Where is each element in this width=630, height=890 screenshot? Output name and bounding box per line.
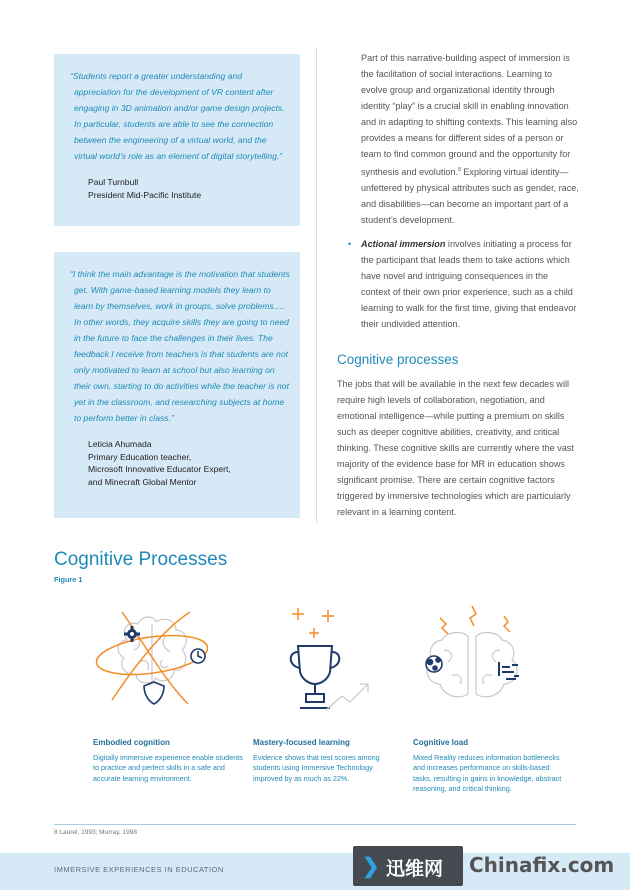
lightning-icon <box>440 606 510 634</box>
watermark-arrow-icon: ❯ <box>362 855 380 878</box>
watermark-en-text: Chinafix.com <box>469 853 615 877</box>
footnote: 8 Laurel, 1993; Murray, 1998 <box>54 829 137 836</box>
bullet-dot-icon: • <box>348 239 352 250</box>
quote-box-2 <box>54 252 300 518</box>
quote-2-attribution <box>74 438 290 488</box>
footer-title: IMMERSIVE EXPERIENCES IN EDUCATION <box>54 865 224 874</box>
quote-2-role-3: and Minecraft Global Mentor <box>88 476 197 487</box>
shield-icon <box>144 682 164 704</box>
watermark-logo <box>353 846 463 886</box>
clock-icon <box>191 649 205 663</box>
feature-description: Digitally immersive experience enable students to practice and perfect skills in a safe and accurate learning environment. <box>93 753 243 783</box>
embodied-cognition-illustration <box>92 600 214 718</box>
trend-arrow-icon <box>326 684 368 710</box>
bullet-text: involves initiating a process for the participant that leads them to take actions which have novel and intriguing consequences in the context of their own prior experience, such as a child learning to walk for the first time, giving that endeavor their undivided attention. <box>361 239 577 330</box>
trophy-icon <box>291 646 340 708</box>
watermark-cn-text: 迅维网 <box>386 859 444 880</box>
footnote-divider <box>54 824 576 825</box>
bullet-term: Actional immersion <box>361 239 446 250</box>
quote-2-role-2: Microsoft Innovative Educator Expert, <box>88 464 231 474</box>
quote-2-name: Leticia Ahumada <box>88 439 152 449</box>
mastery-learning-illustration <box>284 600 374 718</box>
quote-2-text: “I think the main advantage is the motivation that students get. With game-based learning models they learn to learn by themselves, work in groups, solve problems…. In other words, they acquire skills they are going to need in the future to face the challenges in their lives. The feedback I receive from teachers is that students are not only motivated to learn at school but also learning on their own, starting to do activities while the teacher is not yet in the classroom, and researching subjects at home to perform better in class.” <box>70 269 290 423</box>
quote-1-attribution <box>74 176 290 201</box>
feature-cognitive-load <box>413 738 563 794</box>
feature-title: Mastery-focused learning <box>253 738 350 747</box>
network-nodes-icon <box>426 656 442 672</box>
feature-mastery-learning <box>253 738 403 784</box>
paragraph-identity-part2: Exploring virtual identity—unfettered by physical attributes such as gender, race, and disabilities—can become an important part of a student’s development. <box>361 167 579 226</box>
paragraph-identity <box>337 50 579 228</box>
cognitive-load-illustration <box>410 600 534 718</box>
feature-description: Mixed Reality reduces information bottlenecks and increases performance on skills-based tasks, resulting in gains in knowledge, abstract reasoning, and critical thinking. <box>413 753 562 793</box>
section-title: Cognitive Processes <box>54 549 228 570</box>
paragraph-identity-part1: Part of this narrative-building aspect of immersion is the facilitation of social interactions. Learning to evolve group and organizational identity through identity “play” is a crucial skill in enabling innovation and in adapting to shifting contexts. This learning also provides a means for different sides of a person or team to find common ground and the opportunity for synthesis and evolution. <box>361 53 578 178</box>
cognitive-processes-heading: Cognitive processes <box>337 352 459 368</box>
column-divider <box>316 48 317 523</box>
feature-description: Evidence shows that test scores among students using Immersive Technology improved by as much as 22%. <box>253 753 380 783</box>
paragraph-cognitive: The jobs that will be available in the next few decades will require high levels of collaboration, negotiation, and emotional intelligence—while putting a premium on skills such as deeper cognitive abilities, creativity, and critical thinking. These cognitive skills are currently where the vast majority of the evidence base for MR in education shows significant promise. There are certain cognitive factors triggered by immersive technologies which are particularly relevant in a learning content. <box>337 379 574 518</box>
right-column <box>337 50 579 520</box>
quote-box-1 <box>54 54 300 226</box>
quote-1-role: President Mid-Pacific Institute <box>88 189 202 200</box>
feature-title: Cognitive load <box>413 738 469 747</box>
bullet-actional-immersion <box>337 236 579 332</box>
feature-embodied-cognition <box>93 738 243 784</box>
feature-title: Embodied cognition <box>93 738 170 747</box>
quote-1-name: Paul Turnbull <box>88 177 139 187</box>
quote-2-role-1: Primary Education teacher, <box>88 451 192 462</box>
figure-label: Figure 1 <box>54 575 83 584</box>
footnote-ref: 8 <box>458 167 461 173</box>
quote-1-text: “Students report a greater understanding and appreciation for the development of VR content after engaging in 3D animation and/or game design projects. In particular, students are able to see the connection between the engineering of a virtual world, and the virtual world’s role as an element of digital storytelling.” <box>70 71 285 161</box>
sparkle-plus-icon <box>292 608 334 638</box>
